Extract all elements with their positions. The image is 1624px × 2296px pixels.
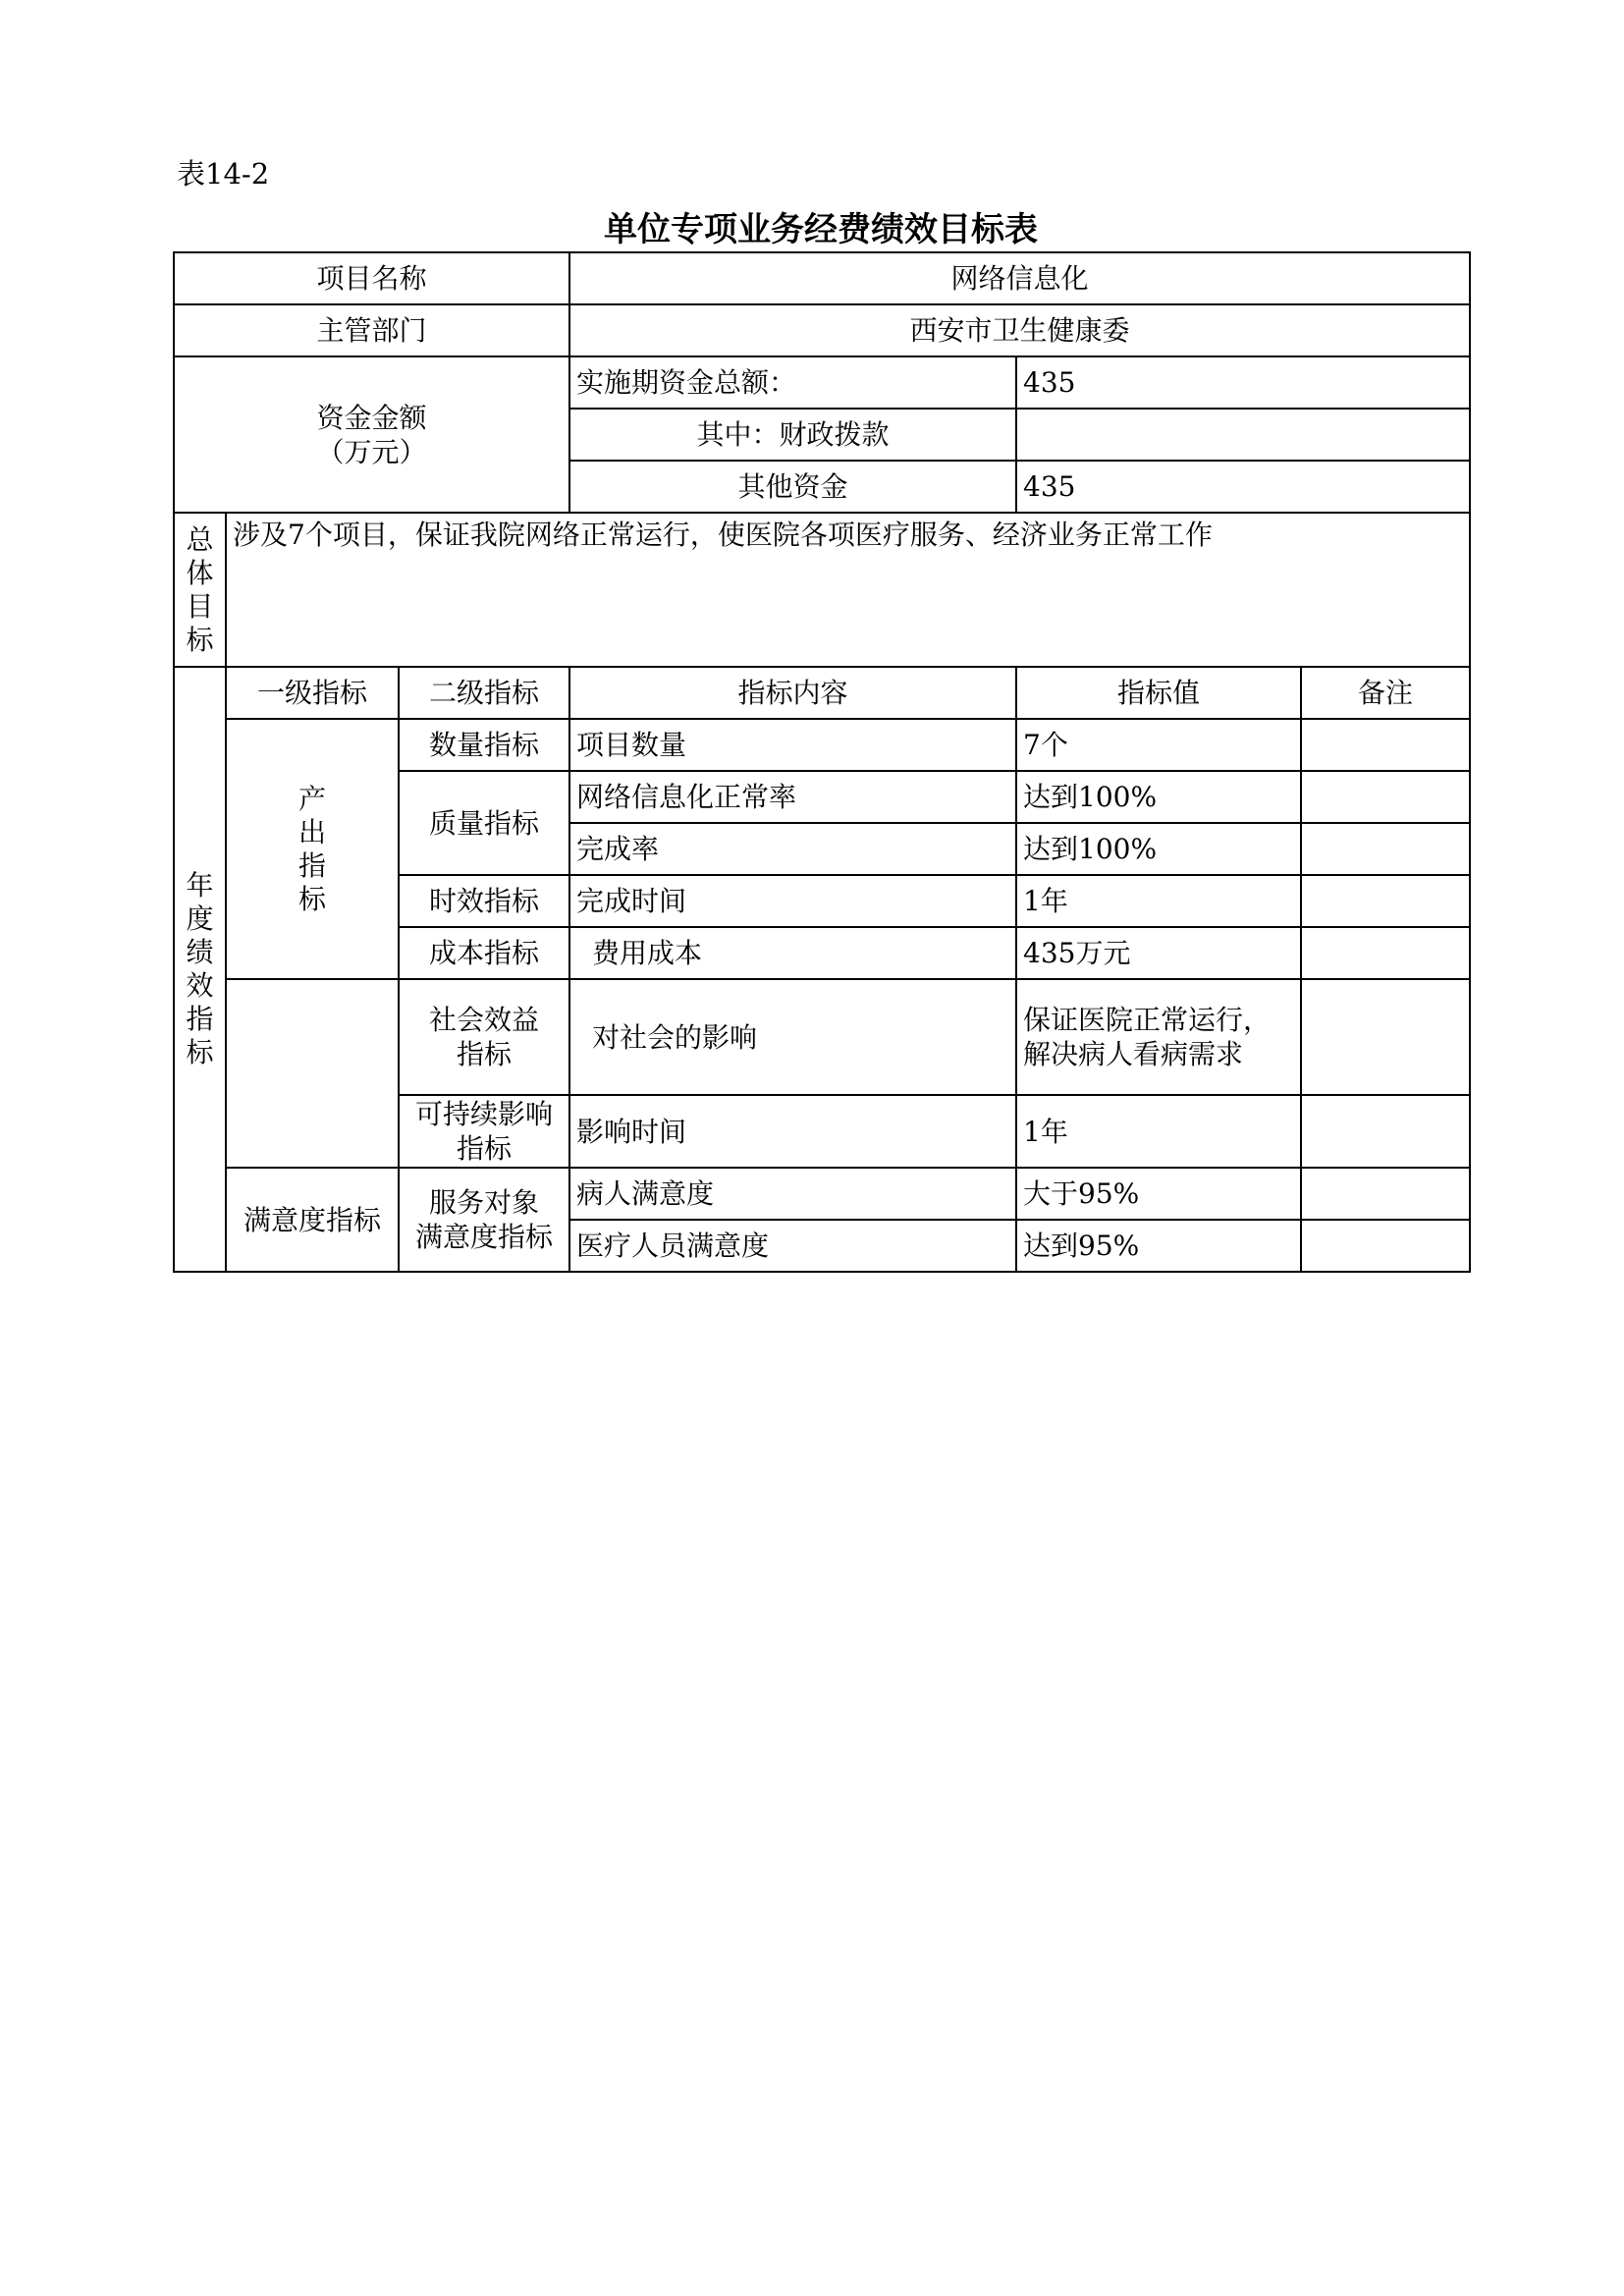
table-number: 表14-2: [177, 157, 270, 191]
value-cell: 大于95%: [1016, 1168, 1301, 1220]
header-content: 指标内容: [569, 667, 1016, 719]
value-cell: 达到100%: [1016, 771, 1301, 823]
project-name-label: 项目名称: [174, 252, 569, 304]
header-note: 备注: [1301, 667, 1470, 719]
value-cell: 保证医院正常运行， 解决病人看病需求: [1016, 979, 1301, 1095]
content-cell: 医疗人员满意度: [569, 1220, 1016, 1272]
content-cell: 病人满意度: [569, 1168, 1016, 1220]
funds-total-value: 435: [1016, 356, 1470, 409]
table-row: [174, 979, 1470, 1095]
header-value: 指标值: [1016, 667, 1301, 719]
content-cell: 影响时间: [569, 1095, 1016, 1168]
note-cell: [1301, 927, 1470, 979]
funds-label-line1: 资金金额: [316, 401, 427, 434]
level2-cell: 时效指标: [399, 875, 569, 927]
table-row: [174, 1168, 1470, 1220]
value-cell: 7个: [1016, 719, 1301, 771]
value-cell: 435万元: [1016, 927, 1301, 979]
funds-fiscal-label: 其中：财政拨款: [569, 409, 1016, 461]
table-row: [174, 719, 1470, 771]
project-name-value: 网络信息化: [569, 252, 1470, 304]
value-cell: 1年: [1016, 875, 1301, 927]
output-indicator-label: 产出指标: [226, 719, 399, 979]
funds-total-label: 实施期资金总额：: [569, 356, 1016, 409]
funds-other-value: 435: [1016, 461, 1470, 513]
note-cell: [1301, 1095, 1470, 1168]
level2-cell: 成本指标: [399, 927, 569, 979]
document-title: 单位专项业务经费绩效目标表: [604, 210, 1038, 249]
satisfaction-indicator-label: 满意度指标: [226, 1168, 399, 1272]
effect-indicator-label: [226, 979, 399, 1168]
funds-label-line2: （万元）: [316, 435, 427, 468]
note-cell: [1301, 823, 1470, 875]
level2-cell: 可持续影响 指标: [399, 1095, 569, 1168]
indicator-header-row: [174, 667, 1470, 719]
content-cell: 项目数量: [569, 719, 1016, 771]
content-cell: 费用成本: [569, 927, 1016, 979]
note-cell: [1301, 875, 1470, 927]
content-cell: 完成时间: [569, 875, 1016, 927]
department-label: 主管部门: [174, 304, 569, 356]
header-level1: 一级指标: [226, 667, 399, 719]
funds-other-label: 其他资金: [569, 461, 1016, 513]
level2-cell: 社会效益 指标: [399, 979, 569, 1095]
overall-goal-row: [174, 513, 1470, 667]
content-cell: 完成率: [569, 823, 1016, 875]
value-cell: 达到100%: [1016, 823, 1301, 875]
value-cell: 1年: [1016, 1095, 1301, 1168]
content-cell: 对社会的影响: [569, 979, 1016, 1095]
funds-fiscal-value: [1016, 409, 1470, 461]
value-cell: 达到95%: [1016, 1220, 1301, 1272]
note-cell: [1301, 771, 1470, 823]
department-row: [174, 304, 1470, 356]
content-cell: 网络信息化正常率: [569, 771, 1016, 823]
funds-label: [174, 356, 569, 513]
note-cell: [1301, 1220, 1470, 1272]
overall-goal-text: 涉及7个项目，保证我院网络正常运行，使医院各项医疗服务、经济业务正常工作: [226, 513, 1470, 667]
department-value: 西安市卫生健康委: [569, 304, 1470, 356]
note-cell: [1301, 1168, 1470, 1220]
note-cell: [1301, 979, 1470, 1095]
service-object-satisfaction-label: 服务对象 满意度指标: [399, 1168, 569, 1272]
performance-target-table: [173, 251, 1471, 1273]
level2-cell: 质量指标: [399, 771, 569, 875]
level2-cell: 数量指标: [399, 719, 569, 771]
annual-indicator-label: 年度绩效指标: [174, 667, 226, 1272]
overall-goal-label: 总体目标: [174, 513, 226, 667]
project-name-row: [174, 252, 1470, 304]
funds-total-row: [174, 356, 1470, 409]
header-level2: 二级指标: [399, 667, 569, 719]
note-cell: [1301, 719, 1470, 771]
